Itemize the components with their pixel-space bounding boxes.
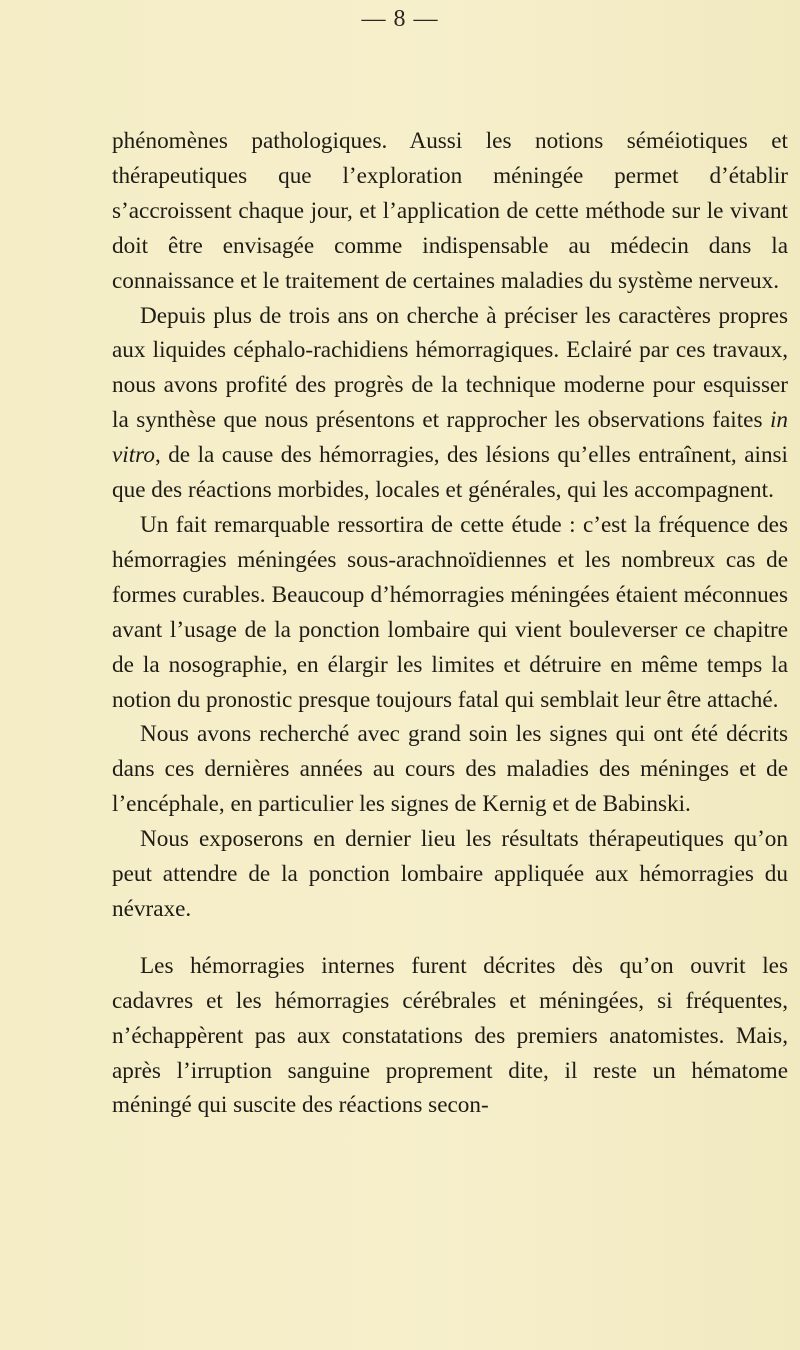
page-number: — 8 — [361,6,439,32]
italic-text: in vitro [112,407,788,469]
paragraph-p2 [112,299,788,508]
paragraph-text: , de la cause des hémorragies, des lésions qu’elles entraînent, ainsi que des réactions morbides, locales et générales, qui les accompagnent. [112,442,788,504]
paragraph-text: Nous exposerons en dernier lieu les résultats thérapeutiques qu’on peut attendre de la ponction lombaire appliquée aux hémorragies du névraxe. [112,826,788,922]
paragraph-text: phénomènes pathologiques. Aussi les notions séméiotiques et thérapeutiques que l’exploration méningée permet d’établir s’accroissent chaque jour, et l’application de cette méthode sur le vivant doit être envisagée comme indispensable au médecin dans la connaissance et le traitement de certaines maladies du système nerveux. [112,128,788,294]
paragraph-text: Un fait remarquable ressortira de cette étude : c’est la fréquence des hémorragies méningées sous-arachnoïdiennes et les nombreux cas de formes curables. Beaucoup d’hémorragies méningées étaient méconnues avant l’usage de la ponction lombaire qui vient bouleverser ce chapitre de la nosographie, en élargir les limites et détruire en même temps la notion du pronostic presque toujours fatal qui semblait leur être attaché. [112,511,788,713]
paragraph-p3 [112,508,788,717]
paragraph-p1 [112,124,788,299]
paragraph-p6 [112,949,788,1124]
paragraph-text: Les hémorragies internes furent décrites dès qu’on ouvrit les cadavres et les hémorragies cérébrales et méningées, si fréquentes, n’échappèrent pas aux constatations des premiers anatomistes. Mais, après l’irruption sanguine proprement dite, il reste un hématome méningé qui suscite des réactions secon- [112,952,788,1119]
paragraph-p4 [112,717,788,822]
paragraph-text: Depuis plus de trois ans on cherche à préciser les caractères propres aux liquides céphalo-rachidiens hémorragiques. Eclairé par ces travaux, nous avons profité des progrès de la technique moderne pour esquisser la synthèse que nous présentons et rapprocher les observations faites [112,302,788,434]
paragraph-text: Nous avons recherché avec grand soin les signes qui ont été décrits dans ces dernières années au cours des maladies des méninges et de l’encéphale, en particulier les signes de Kernig et de Babinski. [112,721,788,818]
paragraph-p5 [112,822,788,927]
body-text [112,124,788,1123]
